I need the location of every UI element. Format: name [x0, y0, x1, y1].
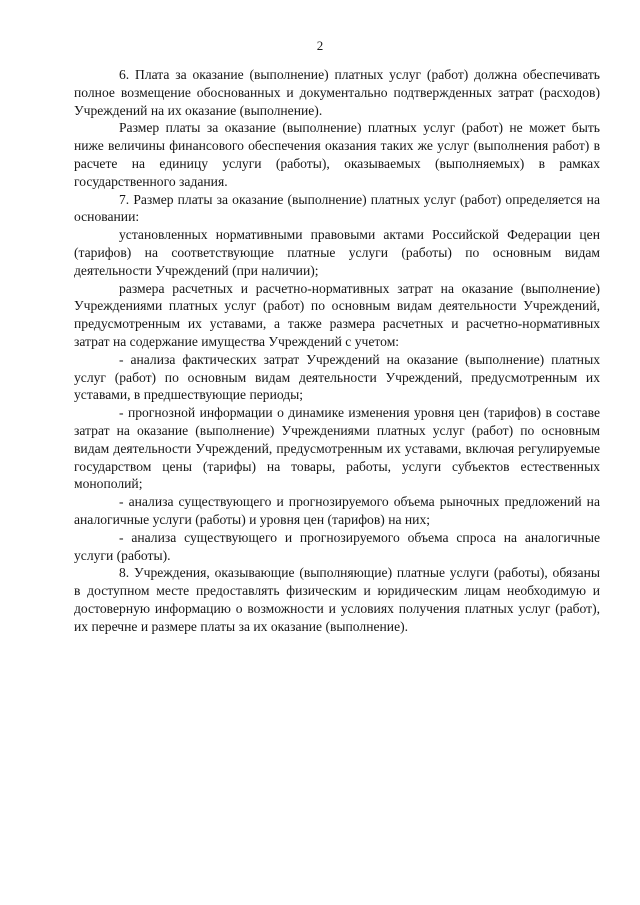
- list-item-price-forecast: - прогнозной информации о динамике изменения уровня цен (тарифов) в составе затрат на оказание (выполнение) Учреждениями платных услуг (работ) по основным видам деятельности Учреждений, предусмотренным их уставами, включая регулируемые государством цены (тарифы) на товары, работы, услуги субъектов естественных монополий;: [74, 405, 600, 492]
- paragraph-8-information-duty: 8. Учреждения, оказывающие (выполняющие) платные услуги (работы), обязаны в доступном месте предоставлять физическим и юридическим лицам необходимую и достоверную информацию о возможности и условиях получения платных услуг (работ), их перечне и размере платы за их оказание (выполнение).: [74, 565, 600, 634]
- paragraph-payment-minimum: Размер платы за оказание (выполнение) платных услуг (работ) не может быть ниже величины финансового обеспечения оказания таких же услуг (выполнения работ) в расчете на единицу услуги (работы), оказываемых (выполняемых) в рамках государственного задания.: [74, 120, 600, 189]
- document-body: [74, 66, 600, 636]
- list-item-actual-costs: - анализа фактических затрат Учреждений на оказание (выполнение) платных услуг (работ) по основным видам деятельности Учреждений, предусмотренным их уставами, в предшествующие периоды;: [74, 351, 600, 403]
- page-number: 2: [316, 38, 324, 53]
- paragraph-7-payment-basis: 7. Размер платы за оказание (выполнение) платных услуг (работ) определяется на основании:: [74, 191, 600, 225]
- paragraph-6-payment-coverage: 6. Плата за оказание (выполнение) платных услуг (работ) должна обеспечивать полное возмещение обоснованных и документально подтвержденных затрат (расходов) Учреждений на их оказание (выполнение).: [74, 67, 600, 118]
- paragraph-calculated-costs: размера расчетных и расчетно-нормативных затрат на оказание (выполнение) Учреждениями платных услуг (работ) по основным видам деятельности Учреждений, предусмотренным их уставами, а также размера расчетных и расчетно-нормативных затрат на содержание имущества Учреждений с учетом:: [74, 280, 600, 349]
- paragraph-established-prices: установленных нормативными правовыми актами Российской Федерации цен (тарифов) на соответствующие платные услуги (работы) по основным видам деятельности Учреждений (при наличии);: [74, 227, 600, 278]
- list-item-market-demand: - анализа существующего и прогнозируемого объема спроса на аналогичные услуги (работы).: [74, 529, 600, 563]
- list-item-market-supply: - анализа существующего и прогнозируемого объема рыночных предложений на аналогичные услуги (работы) и уровня цен (тарифов) на них;: [74, 494, 600, 527]
